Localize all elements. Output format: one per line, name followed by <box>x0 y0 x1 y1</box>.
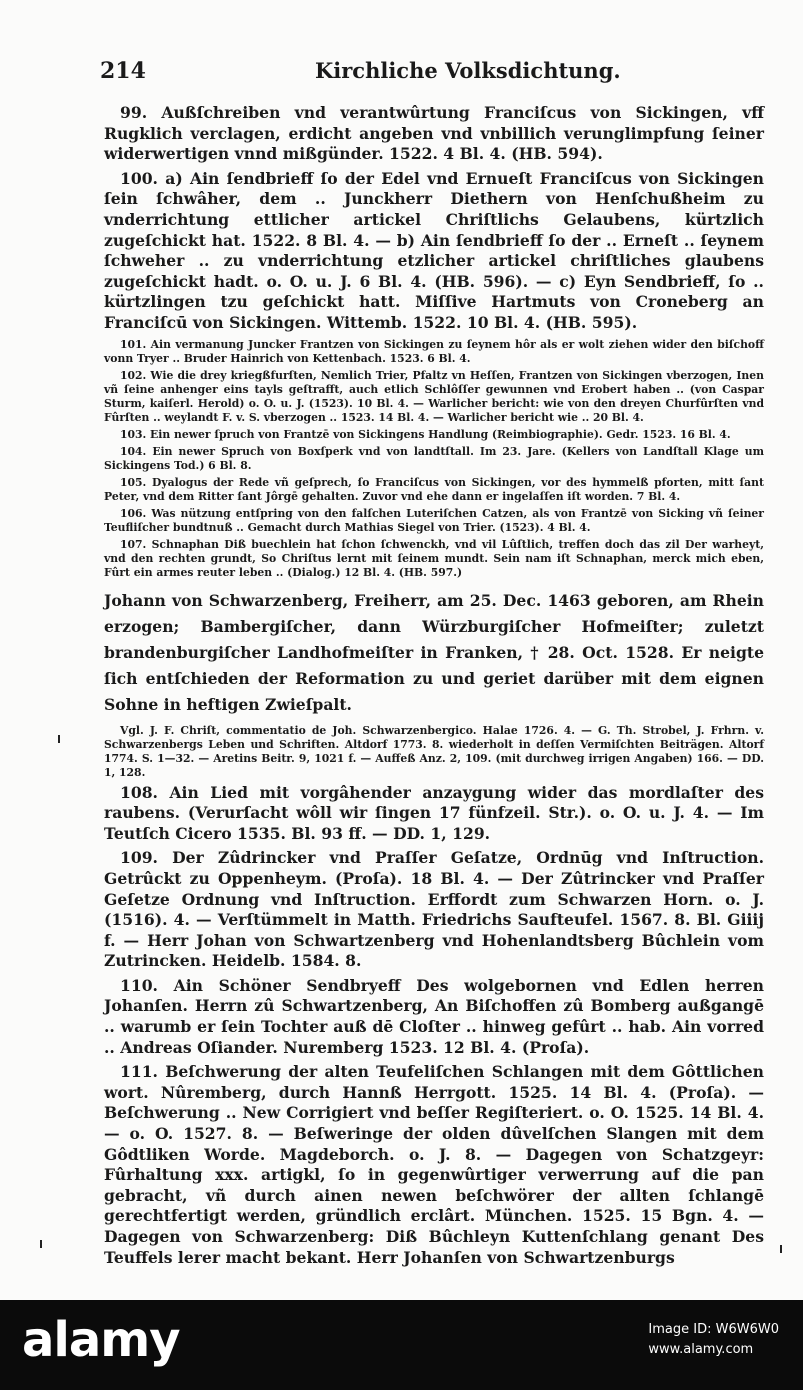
scan-speck <box>780 1245 782 1253</box>
brand-logo: alamy <box>22 1312 180 1368</box>
entry-103: 103. Ein newer ſpruch von Frantzē von Sickingens Handlung (Reimbiographie). Gedr. 1523. 16 Bl. 4. <box>120 427 731 441</box>
entry-108: 108. Ain Lied mit vorgâhender anzaygung wider das mordlaſter des raubens. (Verurſacht wôll wir ſingen 17 fünfzeil. Str.). o. O. u. J. 4. — Im Teutſch Cicero 1535. Bl. 93 ff. — DD. 1, 129. <box>104 782 764 843</box>
running-title: Kirchliche Volksdichtung. <box>315 58 621 83</box>
entry-102: 102. Wie die drey kriegßfurſten, Nemlich Trier, Pfaltz vn Heſſen, Frantzen von Sickingen vberzogen, Inen vñ ſeine anhenger eins tayls geſtrafft, auch etlich Schlôſſer gewunnen vnd Erobert haben .. (von Caspar Sturm, kaiſerl. Herold) o. O. u. J. (1523). 10 Bl. 4. — Warlicher bericht: wie von den dreyen Churfûrſten vnd Fûrſten .. weylandt F. v. S. vberzogen .. 1523. 14 Bl. 4. — Warlicher bericht wie .. 20 Bl. 4. <box>104 368 764 424</box>
image-info <box>648 1320 779 1360</box>
entry-106: 106. Was nützung entſpring von den falſchen Luteriſchen Catzen, als von Frantzē von Sicking vñ ſeiner Teufliſcher bundtnuß .. Gemacht durch Mathias Siegel von Trier. (1523). 4 Bl. 4. <box>104 506 764 534</box>
entry-101: 101. Ain vermanung Juncker Frantzen von Sickingen zu ſeynem hôr als er wolt ziehen wider den biſchoff vonn Tryer .. Bruder Hainrich von Kettenbach. 1523. 6 Bl. 4. <box>104 337 764 365</box>
entry-107: 107. Schnaphan Diß buechlein hat ſchon ſchwenckh, vnd vil Lûſtlich, treffen doch das zil Der warheyt, vnd den rechten grundt, So Chriſtus lernt mit ſeinem mundt. Sein nam iſt Schnaphan, merck mich eben, Fûrt ein armes reuter leben .. (Dialog.) 12 Bl. 4. (HB. 597.) <box>104 537 764 579</box>
biography-note: Vgl. J. F. Chriſt, commentatio de Joh. Schwarzenbergico. Halae 1726. 4. — G. Th. Strobel, J. Frhrn. v. Schwarzenbergs Leben und Schriften. Altdorf 1773. 8. wiederholt in deſſen Vermiſchten Beiträgen. Altorf 1774. S. 1—32. — Aretins Beitr. 9, 1021 f. — Auffeß Anz. 2, 109. (mit durchweg irrigen Angaben) 166. — DD. 1, 128. <box>104 723 764 779</box>
entry-99: 99. Außſchreiben vnd verantwûrtung Franciſcus von Sickingen, vff Rugklich verclagen, erdicht angeben vnd vnbillich verunglimpfung ſeiner widerwertigen vnnd mißgünder. 1522. 4 Bl. 4. (HB. 594). <box>104 103 764 164</box>
entry-110: 110. Ain Schöner Sendbryeff Des wolgebornen vnd Edlen herren Johanſen. Herrn zû Schwartzenberg, An Biſchoffen zû Bomberg außgangē .. warumb er ſein Tochter auß dē Cloſter .. hinweg gefûrt .. hab. Ain vorred .. Andreas Oſiander. Nuremberg 1523. 12 Bl. 4. (Proſa). <box>104 975 764 1057</box>
scan-speck <box>40 1240 42 1248</box>
site-url: www.alamy.com <box>648 1342 754 1357</box>
entry-109: 109. Der Zûdrincker vnd Praſſer Geſatze, Ordnūg vnd Inſtruction. Getrûckt zu Oppenheym. (Proſa). 18 Bl. 4. — Der Zûtrincker vnd Praſſer Geſetze Ordnung vnd Inſtruction. Erffordt zum Schwarzen Horn. o. J. (1516). 4. — Verſtümmelt in Matth. Friedrichs Saufteufel. 1567. 8. Bl. Giiij f. — Herr Johan von Schwartzenberg vnd Hohenlandtsberg Bûchlein vom Zutrincken. Heidelb. 1584. 8. <box>104 848 764 971</box>
entry-100: 100. a) Ain ſendbrieff ſo der Edel vnd Ernueſt Franciſcus von Sickingen ſein ſchwâher, dem .. Junckherr Diethern von Henſchußheim zu vnderrichtung ettlicher artickel Chriſtlichs Gelaubens, kürtzlich zugeſchickt hat. 1522. 8 Bl. 4. — b) Ain ſendbrieff ſo der .. Erneſt .. ſeynem ſchweher .. zu vnderrichtung etzlicher artickel chriſtliches glaubens zugeſchickt hadt. o. O. u. J. 6 Bl. 4. (HB. 596). — c) Eyn Sendbrieff, ſo .. kürtzlingen tzu geſchickt hatt. Miſſive Hartmuts von Croneberg an Franciſcū von Sickingen. Wittemb. 1522. 10 Bl. 4. (HB. 595). <box>104 168 764 332</box>
entry-111: 111. Beſchwerung der alten Teufeliſchen Schlangen mit dem Gôttlichen wort. Nûremberg, durch Hannß Herrgott. 1525. 14 Bl. 4. (Proſa). — Beſchwerung .. New Corrigiert vnd beſſer Regiſteriert. o. O. 1525. 14 Bl. 4. — o. O. 1527. 8. — Beſweringe der olden dûvelſchen Slangen mit dem Gôdtliken Worde. Magdeborch. o. J. 8. — Dagegen von Schatzgeyr: Fûrhaltung xxx. artigkl, ſo in gegenwûrtiger verwerrung auf die pan gebracht, vñ durch ainen newen beſchwörer der allten ſchlangē gerechtfertigt werden, gründlich erclârt. München. 1525. 15 Bgn. 4. — Dagegen von Schwarzenberg: Diß Bûchleyn Kuttenſchlang genant Des Teuffels lerer macht bekant. Herr Johanſen von Schwartzenburgs <box>104 1062 764 1267</box>
page-number: 214 <box>100 58 146 84</box>
scan-speck <box>58 735 60 743</box>
biography-paragraph: Johann von Schwarzenberg, Freiherr, am 25. Dec. 1463 geboren, am Rhein erzogen; Bambergiſcher, dann Würzburgiſcher Hofmeiſter; zuletzt brandenburgiſcher Landhofmeiſter in Franken, † 28. Oct. 1528. Er neigte ſich entſchieden der Reformation zu und geriet darüber mit dem eignen Sohne in heftigen Zwieſpalt. <box>104 590 764 714</box>
watermark-footer <box>0 1300 803 1390</box>
entry-104: 104. Ein newer Spruch von Boxſperk vnd von landtſtall. Im 23. Jare. (Kellers von Landſtall Klage um Sickingens Tod.) 6 Bl. 8. <box>104 444 764 472</box>
entry-105: 105. Dyalogus der Rede vñ geſprech, ſo Franciſcus von Sickingen, vor des hymmelß pforten, mitt ſant Peter, vnd dem Ritter ſant Jôrgē gehalten. Zuvor vnd ehe dann er ingelaſſen iſt worden. 7 Bl. 4. <box>104 475 764 503</box>
image-id-label: Image ID: W6W6W0 <box>648 1322 779 1337</box>
